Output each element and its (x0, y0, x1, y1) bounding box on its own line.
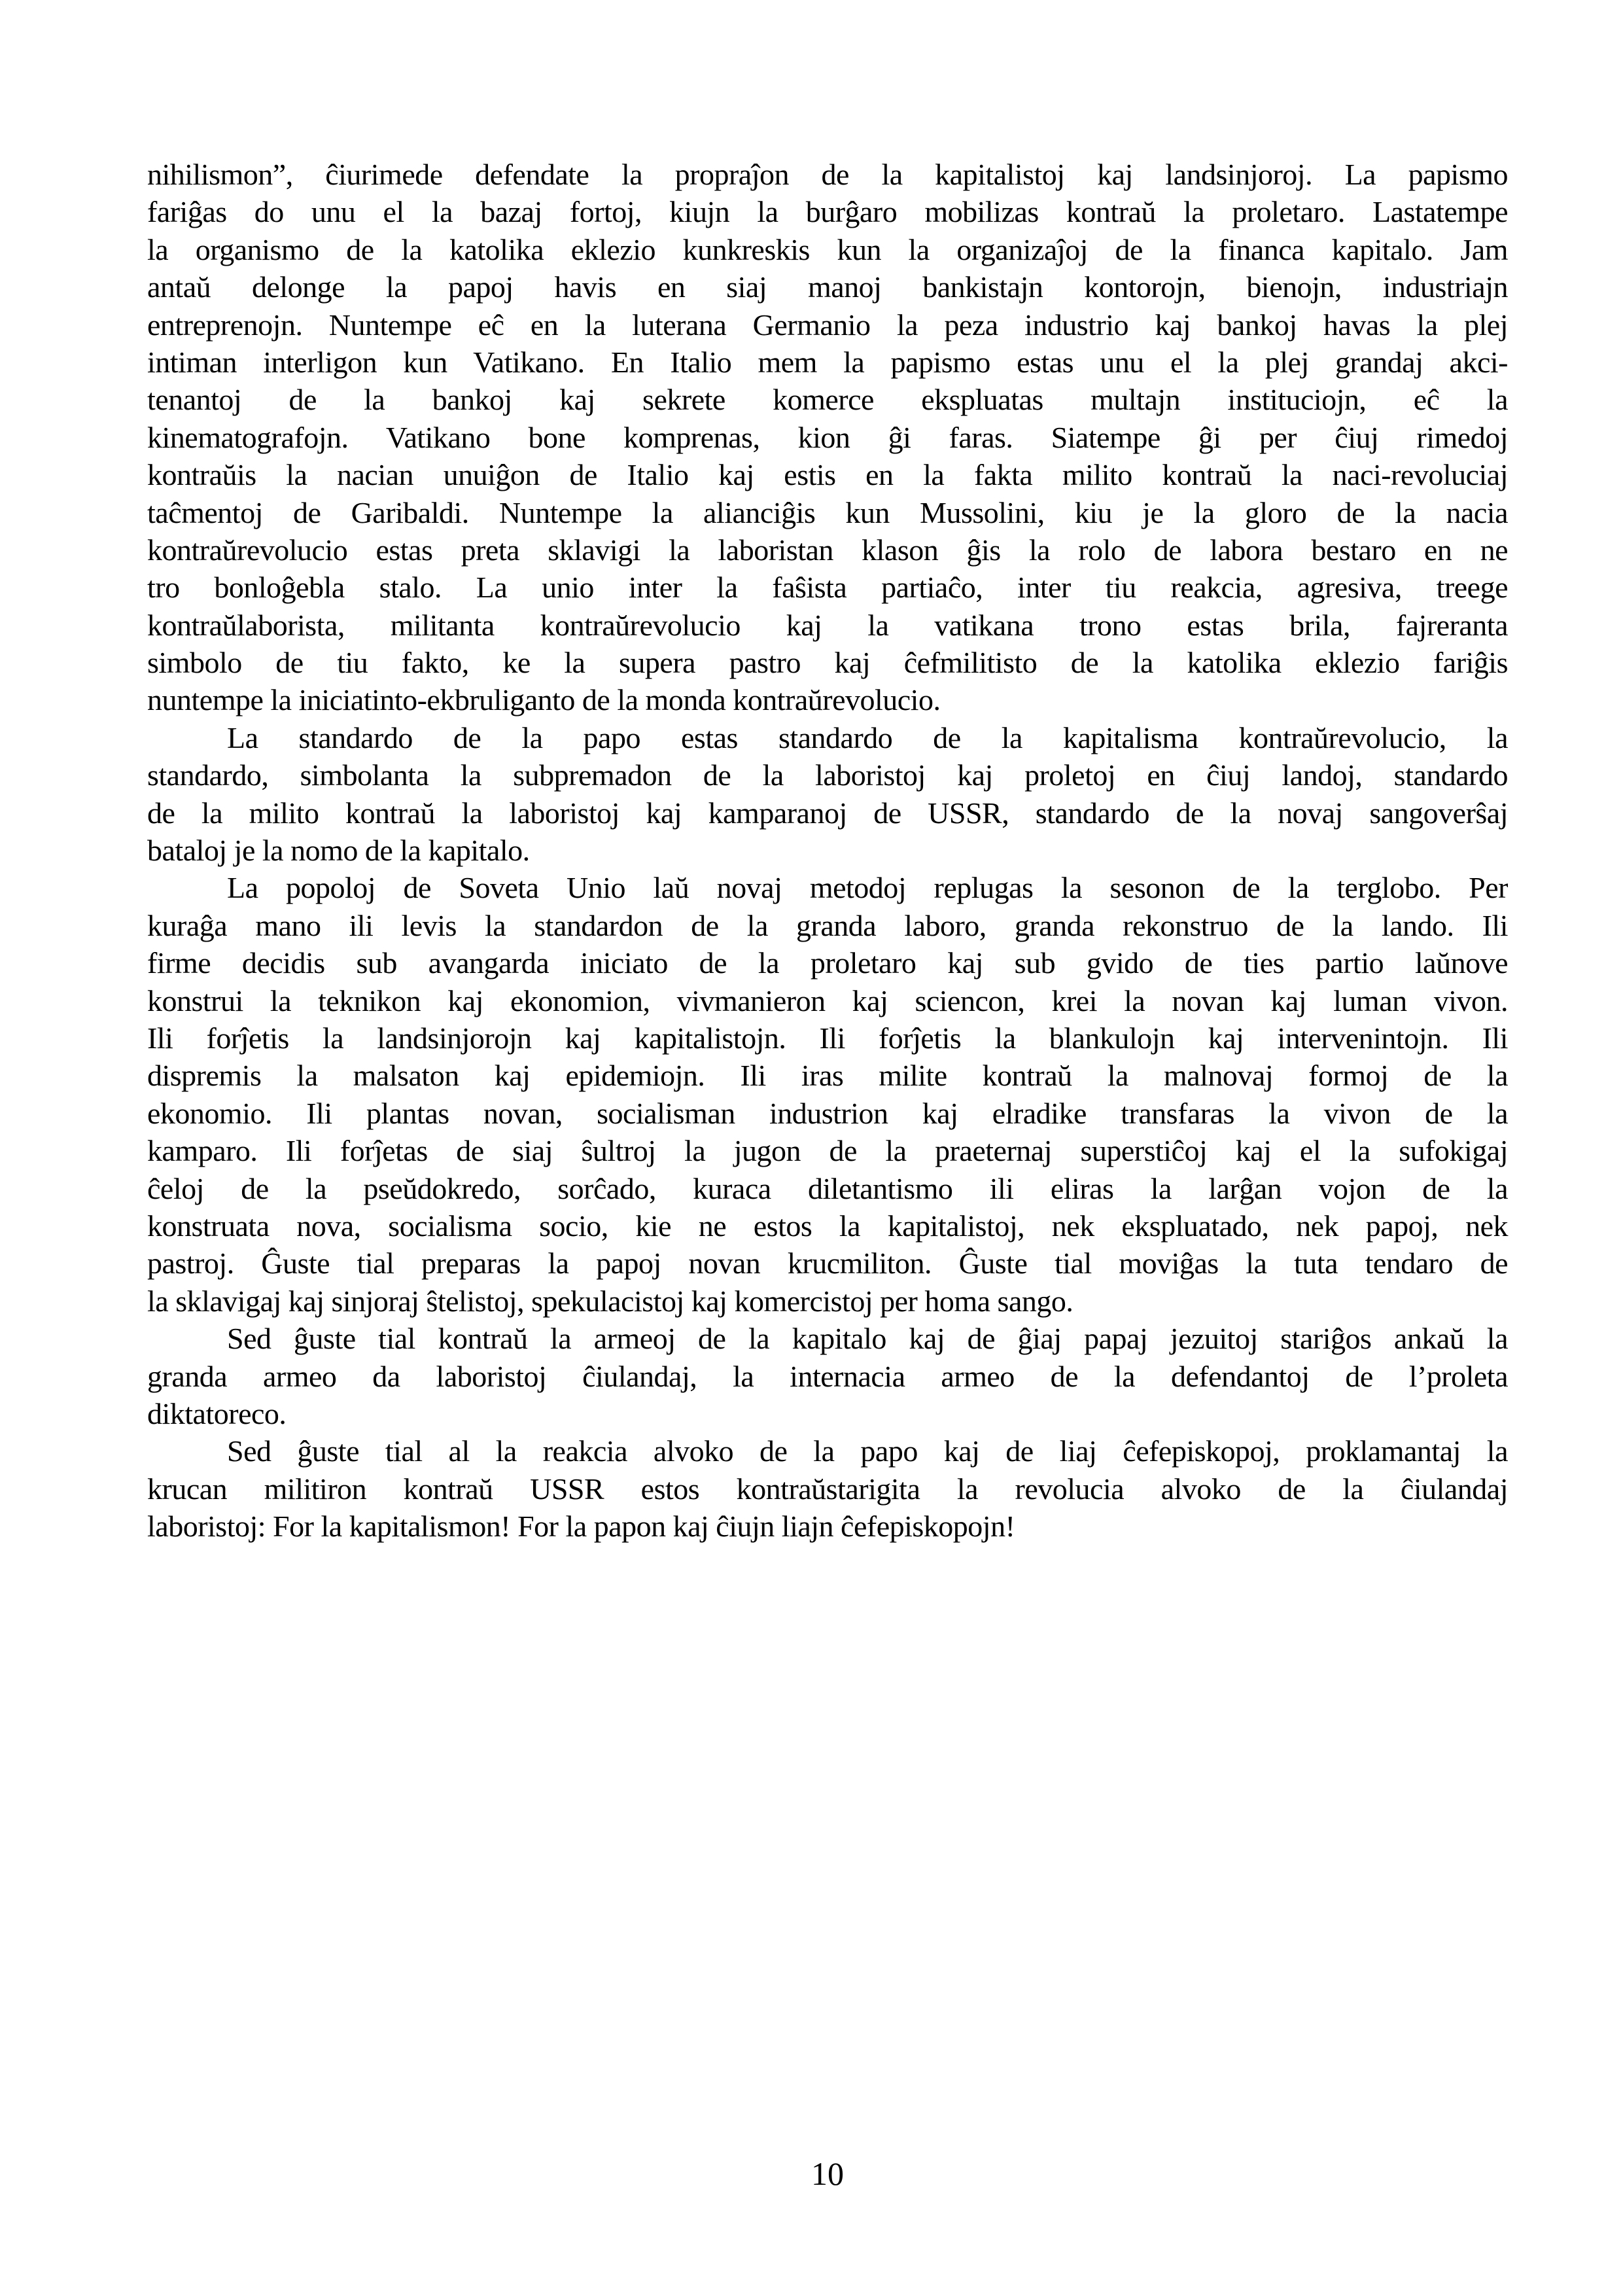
text-line: de la milito kontraŭ la laboristoj kaj kamparanoj de USSR, standardo de la novaj sangoverŝaj (147, 796, 1508, 830)
paragraph (147, 1320, 1508, 1432)
text-line: la organismo de la katolika eklezio kunkreskis kun la organizaĵoj de la financa kapitalo. Jam (147, 232, 1508, 266)
text-line: konstruata nova, socialisma socio, kie ne estos la kapitalistoj, nek ekspluatado, nek papoj, nek (147, 1209, 1508, 1243)
text-line: granda armeo da laboristoj ĉiulandaj, la internacia armeo de la defendantoj de l’proleta (147, 1359, 1508, 1393)
text-line: intiman interligon kun Vatikano. En Italio mem la papismo estas unu el la plej grandaj akci- (147, 345, 1508, 379)
text-line: kinematografojn. Vatikano bone komprenas, kion ĝi faras. Siatempe ĝi per ĉiuj rimedoj (147, 420, 1508, 454)
text-line: kontraŭrevolucio estas preta sklavigi la laboristan klason ĝis la rolo de labora bestaro en ne (147, 533, 1508, 567)
text-line: kontraŭis la nacian unuiĝon de Italio kaj estis en la fakta milito kontraŭ la naci-revoluciaj (147, 458, 1508, 492)
text-line: standardo, simbolanta la subpremadon de la laboristoj kaj proletoj en ĉiuj landoj, standardo (147, 758, 1508, 792)
text-line: firme decidis sub avangarda iniciato de la proletaro kaj sub gvido de ties partio laŭnove (147, 946, 1508, 980)
text-line: laboristoj: For la kapitalismon! For la papon kaj ĉiujn liajn ĉefepiskopojn! (147, 1510, 1015, 1544)
paragraph (147, 1432, 1508, 1545)
text-line: ekonomio. Ili plantas novan, socialisman industrion kaj elradike transfaras la vivon de la (147, 1096, 1508, 1130)
text-line: nihilismon”, ĉiurimede defendate la propraĵon de la kapitalistoj kaj landsinjoroj. La papismo (147, 158, 1508, 191)
text-line: ĉeloj de la pseŭdokredo, sorĉado, kuraca diletantismo ili eliras la larĝan vojon de la (147, 1171, 1508, 1205)
text-line: konstrui la teknikon kaj ekonomion, vivmanieron kaj sciencon, krei la novan kaj luman vivon. (147, 983, 1508, 1017)
text-line: kuraĝa mano ili levis la standardon de la granda laboro, granda rekonstruo de la lando. Ili (147, 908, 1508, 942)
text-line: simbolo de tiu fakto, ke la supera pastro kaj ĉefmilitisto de la katolika eklezio fariĝis (147, 646, 1508, 680)
text-line: entreprenojn. Nuntempe eĉ en la luterana Germanio la peza industrio kaj bankoj havas la plej (147, 308, 1508, 342)
text-line: krucan militiron kontraŭ USSR estos kontraŭstarigita la revolucia alvoko de la ĉiulandaj (147, 1472, 1508, 1506)
text-line: Sed ĝuste tial al la reakcia alvoko de la papo kaj de liaj ĉefepiskopoj, proklamantaj la (227, 1434, 1508, 1468)
paragraph (147, 869, 1508, 1320)
text-line: Sed ĝuste tial kontraŭ la armeoj de la kapitalo kaj de ĝiaj papaj jezuitoj stariĝos ankaŭ la (227, 1322, 1508, 1356)
text-line: taĉmentoj de Garibaldi. Nuntempe la alianciĝis kun Mussolini, kiu je la gloro de la nacia (147, 495, 1508, 529)
text-line: nuntempe la iniciatinto-ekbruliganto de la monda kontraŭrevolucio. (147, 683, 941, 717)
text-line: La popoloj de Soveta Unio laŭ novaj metodoj replugas la sesonon de la terglobo. Per (227, 871, 1508, 905)
text-line: antaŭ delonge la papoj havis en siaj manoj bankistajn kontorojn, bienojn, industriajn (147, 270, 1508, 304)
paragraph (147, 719, 1508, 870)
text-line: La standardo de la papo estas standardo de la kapitalisma kontraŭrevolucio, la (227, 720, 1508, 754)
text-line: la sklavigaj kaj sinjoraj ŝtelistoj, spekulacistoj kaj komercistoj per homa sango. (147, 1284, 1073, 1318)
text-line: diktatoreco. (147, 1396, 287, 1430)
text-line: tro bonloĝebla stalo. La unio inter la faŝista partiaĉo, inter tiu reakcia, agresiva, treege (147, 571, 1508, 605)
text-line: Ili forĵetis la landsinjorojn kaj kapitalistojn. Ili forĵetis la blankulojn kaj intervenintojn. Ili (147, 1021, 1508, 1055)
text-block (147, 156, 1508, 1545)
text-line: kontraŭlaborista, militanta kontraŭrevolucio kaj la vatikana trono estas brila, fajreranta (147, 608, 1508, 642)
text-line: bataloj je la nomo de la kapitalo. (147, 834, 530, 868)
text-line: tenantoj de la bankoj kaj sekrete komerce ekspluatas multajn instituciojn, eĉ la (147, 383, 1508, 417)
text-line: pastroj. Ĝuste tial preparas la papoj novan krucmiliton. Ĝuste tial moviĝas la tuta tendaro de (147, 1246, 1508, 1280)
page-number: 10 (811, 2155, 844, 2192)
paragraph (147, 156, 1508, 719)
text-line: kamparo. Ili forĵetas de siaj ŝultroj la jugon de la praeternaj superstiĉoj kaj el la sufokigaj (147, 1134, 1508, 1168)
text-line: fariĝas do unu el la bazaj fortoj, kiujn la burĝaro mobilizas kontraŭ la proletaro. Lastatempe (147, 195, 1508, 229)
text-line: dispremis la malsaton kaj epidemiojn. Ili iras milite kontraŭ la malnovaj formoj de la (147, 1059, 1508, 1093)
